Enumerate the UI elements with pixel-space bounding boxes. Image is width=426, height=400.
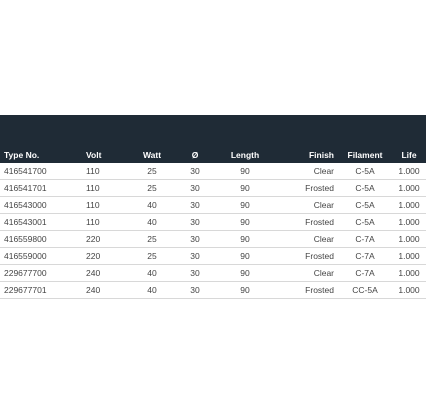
cell-filament: C-7A (338, 231, 392, 248)
column-header-length: Length (230, 150, 260, 160)
cell-life: 1.000 (392, 180, 426, 197)
cell-length: 90 (218, 163, 272, 180)
cell-diameter: 30 (172, 282, 218, 299)
cell-volt: 240 (80, 282, 132, 299)
cell-finish: Clear (272, 163, 338, 180)
cell-volt: 110 (80, 163, 132, 180)
table-header-row (0, 115, 426, 163)
cell-length: 90 (218, 265, 272, 282)
cell-diameter: 30 (172, 197, 218, 214)
table-body (0, 163, 426, 299)
cell-life: 1.000 (392, 231, 426, 248)
cell-type-no: 416543000 (0, 197, 80, 214)
cell-watt: 25 (132, 231, 172, 248)
cell-watt: 25 (132, 248, 172, 265)
cell-volt: 110 (80, 180, 132, 197)
cell-length: 90 (218, 214, 272, 231)
column-header-filament: Filament (347, 150, 383, 160)
product-spec-table (0, 115, 426, 299)
cell-filament: C-5A (338, 163, 392, 180)
column-header-watt: Watt (142, 150, 162, 160)
cell-volt: 240 (80, 265, 132, 282)
cell-length: 90 (218, 180, 272, 197)
cell-type-no: 416541701 (0, 180, 80, 197)
cell-diameter: 30 (172, 248, 218, 265)
cell-type-no: 416543001 (0, 214, 80, 231)
cell-diameter: 30 (172, 180, 218, 197)
cell-filament: C-5A (338, 197, 392, 214)
cell-watt: 40 (132, 282, 172, 299)
table-header (0, 115, 426, 163)
cell-length: 90 (218, 248, 272, 265)
cell-watt: 40 (132, 214, 172, 231)
cell-finish: Frosted (272, 282, 338, 299)
cell-life: 1.000 (392, 265, 426, 282)
table-row (0, 214, 426, 231)
table-row (0, 265, 426, 282)
cell-filament: C-7A (338, 265, 392, 282)
table-row (0, 282, 426, 299)
cell-filament: C-5A (338, 180, 392, 197)
cell-diameter: 30 (172, 265, 218, 282)
cell-finish: Clear (272, 265, 338, 282)
column-header-diameter: Ø (191, 150, 199, 160)
cell-finish: Clear (272, 197, 338, 214)
cell-length: 90 (218, 282, 272, 299)
cell-watt: 25 (132, 180, 172, 197)
cell-volt: 110 (80, 197, 132, 214)
cell-watt: 40 (132, 265, 172, 282)
cell-finish: Frosted (272, 214, 338, 231)
cell-volt: 220 (80, 248, 132, 265)
cell-finish: Frosted (272, 180, 338, 197)
cell-type-no: 229677701 (0, 282, 80, 299)
cell-finish: Clear (272, 231, 338, 248)
table-row (0, 231, 426, 248)
cell-length: 90 (218, 197, 272, 214)
cell-life: 1.000 (392, 282, 426, 299)
column-header-life: Life (401, 150, 417, 160)
cell-life: 1.000 (392, 197, 426, 214)
table-row (0, 248, 426, 265)
cell-finish: Frosted (272, 248, 338, 265)
cell-volt: 220 (80, 231, 132, 248)
column-header-type-no: Type No. (4, 150, 40, 160)
cell-filament: C-5A (338, 214, 392, 231)
table-row (0, 163, 426, 180)
cell-life: 1.000 (392, 163, 426, 180)
cell-type-no: 229677700 (0, 265, 80, 282)
column-header-volt: Volt (86, 150, 102, 160)
cell-length: 90 (218, 231, 272, 248)
cell-life: 1.000 (392, 214, 426, 231)
cell-type-no: 416559000 (0, 248, 80, 265)
cell-filament: CC-5A (338, 282, 392, 299)
cell-diameter: 30 (172, 214, 218, 231)
table-row (0, 197, 426, 214)
table-row (0, 180, 426, 197)
cell-watt: 40 (132, 197, 172, 214)
product-spec-table-container (0, 115, 420, 299)
cell-type-no: 416559800 (0, 231, 80, 248)
cell-watt: 25 (132, 163, 172, 180)
cell-volt: 110 (80, 214, 132, 231)
column-header-finish: Finish (308, 150, 334, 160)
cell-type-no: 416541700 (0, 163, 80, 180)
cell-diameter: 30 (172, 231, 218, 248)
cell-diameter: 30 (172, 163, 218, 180)
cell-filament: C-7A (338, 248, 392, 265)
cell-life: 1.000 (392, 248, 426, 265)
